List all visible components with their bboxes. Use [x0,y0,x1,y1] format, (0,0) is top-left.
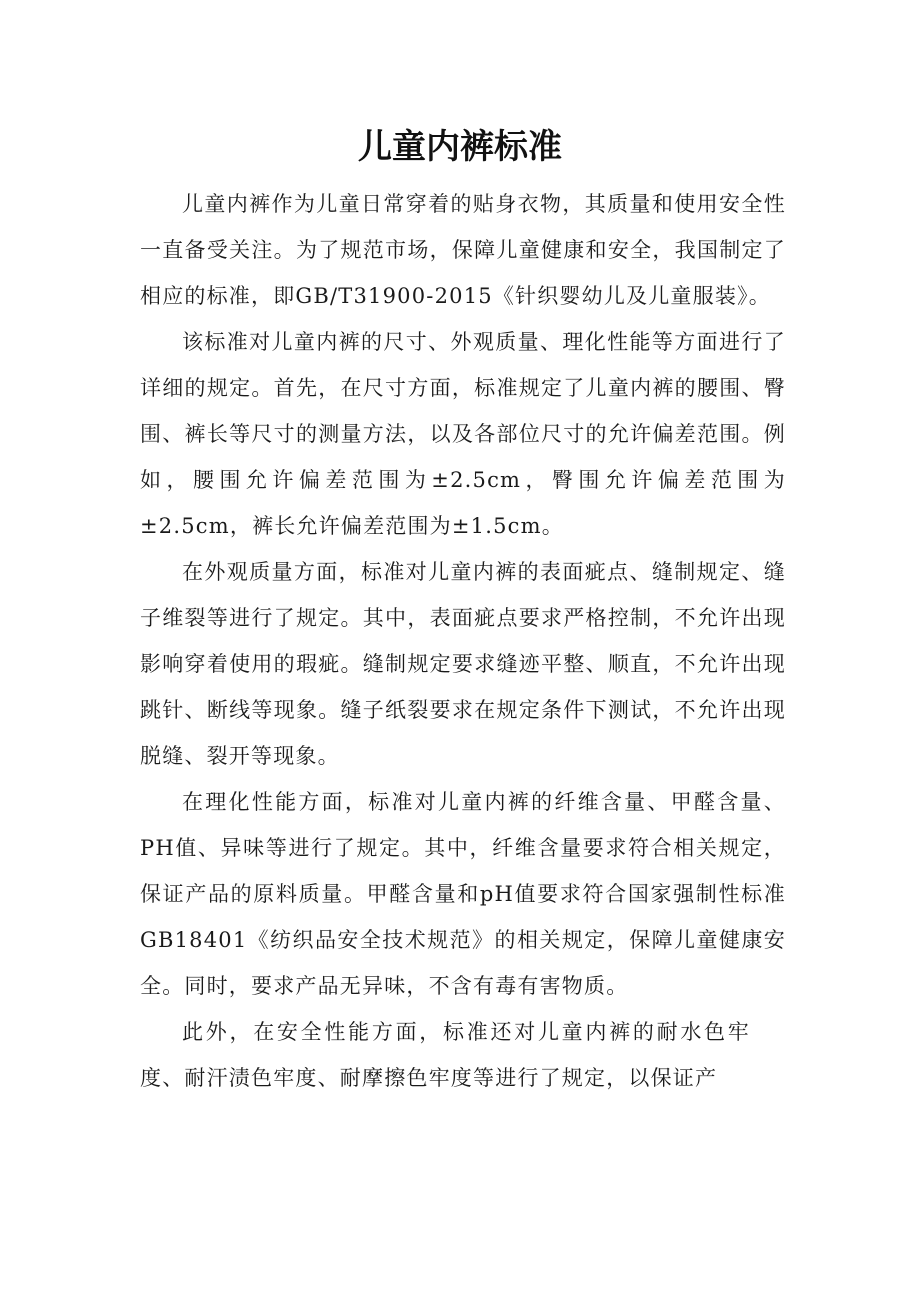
paragraph-size: 该标准对儿童内裤的尺寸、外观质量、理化性能等方面进行了详细的规定。首先，在尺寸方面，标准规定了儿童内裤的腰围、臀围、裤长等尺寸的测量方法，以及各部位尺寸的允许偏差范围。例如，腰围允许偏差范围为±2.5cm，臀围允许偏差范围为±2.5cm，裤长允许偏差范围为±1.5cm。 [140,330,786,538]
paragraph-intro: 儿童内裤作为儿童日常穿着的贴身衣物，其质量和使用安全性一直备受关注。为了规范市场，保障儿童健康和安全，我国制定了相应的标准，即GB/T31900-2015《针织婴幼儿及儿童服装》。 [140,192,786,308]
paragraph-safety: 此外，在安全性能方面，标准还对儿童内裤的耐水色牢度、耐汗渍色牢度、耐摩擦色牢度等进行了规定，以保证产 [140,1020,750,1090]
paragraph-physicochemical: 在理化性能方面，标准对儿童内裤的纤维含量、甲醛含量、PH值、异味等进行了规定。其中，纤维含量要求符合相关规定，保证产品的原料质量。甲醛含量和pH值要求符合国家强制性标准GB18401《纺织品安全技术规范》的相关规定，保障儿童健康安全。同时，要求产品无异味，不含有毒有害物质。 [140,790,786,998]
document-body [140,181,786,1101]
paragraph-appearance: 在外观质量方面，标准对儿童内裤的表面疵点、缝制规定、缝子维裂等进行了规定。其中，表面疵点要求严格控制，不允许出现影响穿着使用的瑕疵。缝制规定要求缝迹平整、顺直，不允许出现跳针、断线等现象。缝子纸裂要求在规定条件下测试，不允许出现脱缝、裂开等现象。 [140,560,786,768]
document-title: 儿童内裤标准 [358,127,562,167]
